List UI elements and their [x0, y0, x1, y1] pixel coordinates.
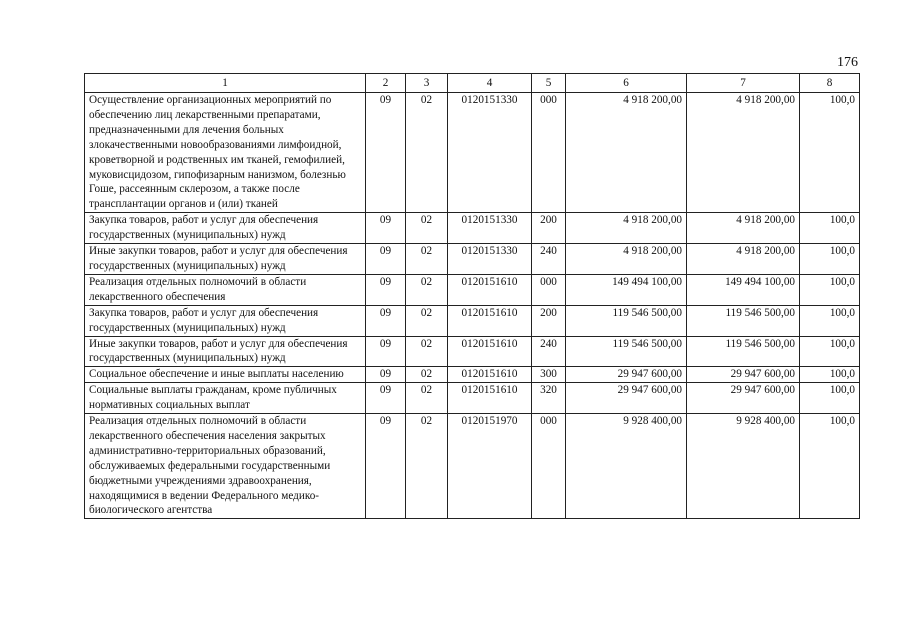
subsection-code: 02 — [406, 213, 448, 244]
target-article-code: 0120151610 — [448, 274, 532, 305]
executed-amount: 9 928 400,00 — [687, 414, 800, 519]
table-row — [85, 213, 860, 244]
target-article-code: 0120151610 — [448, 367, 532, 383]
target-article-code: 0120151610 — [448, 383, 532, 414]
row-description: Осуществление организационных мероприятий по обеспечению лиц лекарственными препаратами, предназначенными для лечения больных злокачественными новообразованиями лимфоидной, кроветворной и родственных им тканей, гемофилией, муковисцидозом, гипофизарным нанизмом, болезнью Гоше, рассеянным склерозом, а также после трансплантации органов и (или) тканей — [85, 93, 366, 213]
expense-type-code: 200 — [532, 305, 566, 336]
table-row — [85, 383, 860, 414]
subsection-code: 02 — [406, 383, 448, 414]
executed-amount: 29 947 600,00 — [687, 367, 800, 383]
expense-type-code: 240 — [532, 244, 566, 275]
expense-type-code: 000 — [532, 414, 566, 519]
column-header: 3 — [406, 74, 448, 93]
target-article-code: 0120151330 — [448, 93, 532, 213]
budget-table — [84, 73, 860, 519]
table-row — [85, 367, 860, 383]
expense-type-code: 300 — [532, 367, 566, 383]
executed-amount: 149 494 100,00 — [687, 274, 800, 305]
subsection-code: 02 — [406, 244, 448, 275]
column-header: 8 — [800, 74, 860, 93]
subsection-code: 02 — [406, 305, 448, 336]
subsection-code: 02 — [406, 414, 448, 519]
table-row — [85, 305, 860, 336]
execution-percent: 100,0 — [800, 244, 860, 275]
execution-percent: 100,0 — [800, 213, 860, 244]
execution-percent: 100,0 — [800, 336, 860, 367]
subsection-code: 02 — [406, 336, 448, 367]
expense-type-code: 320 — [532, 383, 566, 414]
section-code: 09 — [366, 244, 406, 275]
planned-amount: 119 546 500,00 — [566, 336, 687, 367]
execution-percent: 100,0 — [800, 305, 860, 336]
section-code: 09 — [366, 274, 406, 305]
planned-amount: 119 546 500,00 — [566, 305, 687, 336]
target-article-code: 0120151330 — [448, 244, 532, 275]
row-description: Иные закупки товаров, работ и услуг для обеспечения государственных (муниципальных) нужд — [85, 244, 366, 275]
section-code: 09 — [366, 414, 406, 519]
section-code: 09 — [366, 383, 406, 414]
planned-amount: 4 918 200,00 — [566, 93, 687, 213]
section-code: 09 — [366, 213, 406, 244]
execution-percent: 100,0 — [800, 367, 860, 383]
column-header: 7 — [687, 74, 800, 93]
planned-amount: 29 947 600,00 — [566, 383, 687, 414]
planned-amount: 149 494 100,00 — [566, 274, 687, 305]
expense-type-code: 000 — [532, 274, 566, 305]
expense-type-code: 240 — [532, 336, 566, 367]
table-row — [85, 274, 860, 305]
execution-percent: 100,0 — [800, 414, 860, 519]
executed-amount: 4 918 200,00 — [687, 244, 800, 275]
execution-percent: 100,0 — [800, 93, 860, 213]
section-code: 09 — [366, 305, 406, 336]
subsection-code: 02 — [406, 93, 448, 213]
executed-amount: 4 918 200,00 — [687, 213, 800, 244]
row-description: Иные закупки товаров, работ и услуг для обеспечения государственных (муниципальных) нужд — [85, 336, 366, 367]
page-number: 176 — [837, 55, 858, 70]
executed-amount: 119 546 500,00 — [687, 336, 800, 367]
planned-amount: 4 918 200,00 — [566, 213, 687, 244]
planned-amount: 9 928 400,00 — [566, 414, 687, 519]
table-row — [85, 93, 860, 213]
row-description: Закупка товаров, работ и услуг для обеспечения государственных (муниципальных) нужд — [85, 305, 366, 336]
column-header: 6 — [566, 74, 687, 93]
row-description: Закупка товаров, работ и услуг для обеспечения государственных (муниципальных) нужд — [85, 213, 366, 244]
table-row — [85, 244, 860, 275]
section-code: 09 — [366, 336, 406, 367]
column-header: 5 — [532, 74, 566, 93]
executed-amount: 119 546 500,00 — [687, 305, 800, 336]
planned-amount: 29 947 600,00 — [566, 367, 687, 383]
table-header-row — [85, 74, 860, 93]
row-description: Реализация отдельных полномочий в области лекарственного обеспечения населения закрытых административно-территориальных образований, обслуживаемых федеральными государственными бюджетными учреждениями здравоохранения, находящимися в ведении Федерального медико-биологического агентства — [85, 414, 366, 519]
subsection-code: 02 — [406, 274, 448, 305]
section-code: 09 — [366, 367, 406, 383]
expense-type-code: 000 — [532, 93, 566, 213]
execution-percent: 100,0 — [800, 274, 860, 305]
column-header: 2 — [366, 74, 406, 93]
target-article-code: 0120151610 — [448, 336, 532, 367]
subsection-code: 02 — [406, 367, 448, 383]
target-article-code: 0120151610 — [448, 305, 532, 336]
executed-amount: 29 947 600,00 — [687, 383, 800, 414]
planned-amount: 4 918 200,00 — [566, 244, 687, 275]
table-row — [85, 336, 860, 367]
row-description: Социальные выплаты гражданам, кроме публичных нормативных социальных выплат — [85, 383, 366, 414]
target-article-code: 0120151970 — [448, 414, 532, 519]
table-row — [85, 414, 860, 519]
execution-percent: 100,0 — [800, 383, 860, 414]
row-description: Социальное обеспечение и иные выплаты населению — [85, 367, 366, 383]
expense-type-code: 200 — [532, 213, 566, 244]
column-header: 4 — [448, 74, 532, 93]
executed-amount: 4 918 200,00 — [687, 93, 800, 213]
target-article-code: 0120151330 — [448, 213, 532, 244]
column-header: 1 — [85, 74, 366, 93]
row-description: Реализация отдельных полномочий в области лекарственного обеспечения — [85, 274, 366, 305]
section-code: 09 — [366, 93, 406, 213]
